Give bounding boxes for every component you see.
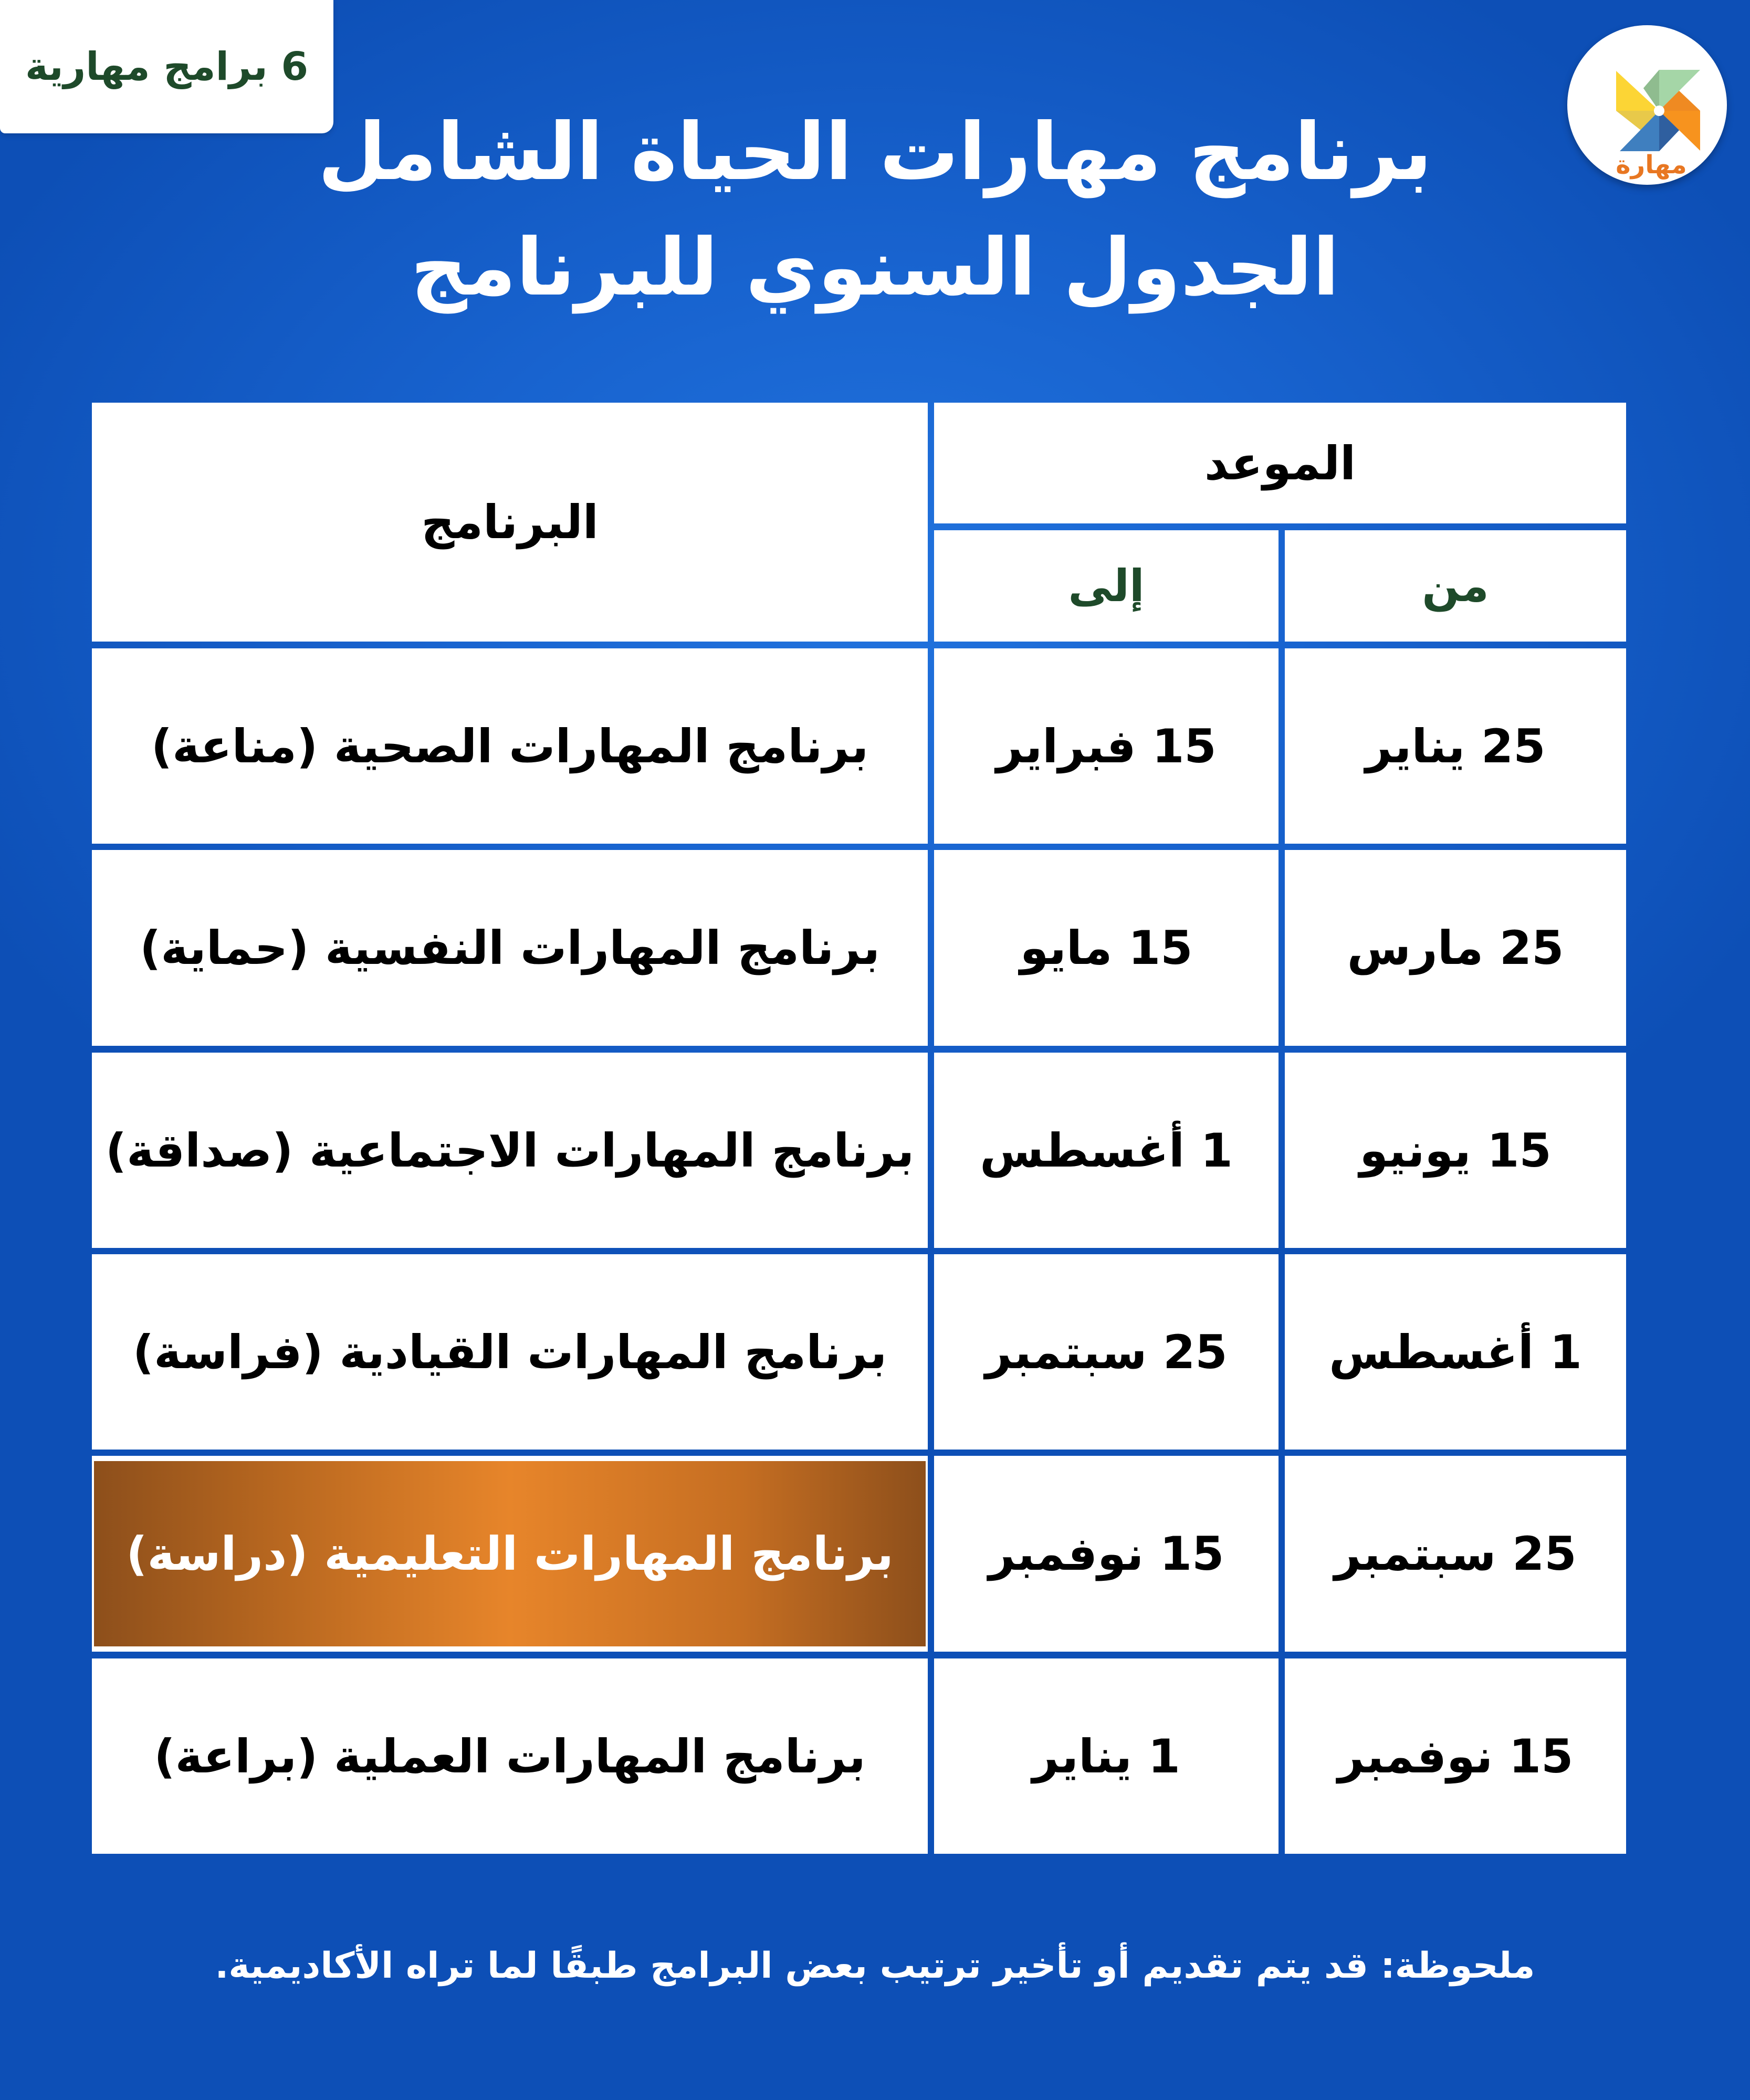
header-to: إلى (934, 530, 1279, 642)
table-row-6-to: 1 يناير (934, 1658, 1279, 1854)
table-row-5-program (92, 1456, 928, 1652)
table-row-4-from: 1 أغسطس (1285, 1254, 1626, 1450)
table-row-5-to: 15 نوفمبر (934, 1456, 1279, 1652)
page-subtitle: الجدول السنوي للبرنامج (410, 222, 1340, 313)
table-row-6-program: برنامج المهارات العملية (براعة) (92, 1658, 928, 1854)
table-row-3-from: 15 يونيو (1285, 1053, 1626, 1248)
table-row-4-to: 25 سبتمبر (934, 1254, 1279, 1450)
header-program: البرنامج (92, 403, 928, 642)
table-row-3-program: برنامج المهارات الاجتماعية (صداقة) (92, 1053, 928, 1248)
table-row-4-program: برنامج المهارات القيادية (فراسة) (92, 1254, 928, 1450)
header-date-group: الموعد (934, 403, 1626, 523)
table-row-2-program: برنامج المهارات النفسية (حماية) (92, 850, 928, 1046)
highlighted-program-cell: برنامج المهارات التعليمية (دراسة) (94, 1461, 926, 1646)
footer-note: ملحوظة: قد يتم تقديم أو تأخير ترتيب بعض البرامج طبقًا لما تراه الأكاديمية. (215, 1945, 1535, 1987)
table-row-6-from: 15 نوفمبر (1285, 1658, 1626, 1854)
table-row-1-program: برنامج المهارات الصحية (مناعة) (92, 648, 928, 844)
table-row-1-from: 25 يناير (1285, 648, 1626, 844)
table-row-3-to: 1 أغسطس (934, 1053, 1279, 1248)
header-from: من (1285, 530, 1626, 642)
table-row-2-to: 15 مايو (934, 850, 1279, 1046)
svg-text:مهارة: مهارة (1616, 150, 1687, 180)
table-row-1-to: 15 فبراير (934, 648, 1279, 844)
table-row-5-from: 25 سبتمبر (1285, 1456, 1626, 1652)
programs-count-label: 6 برامج مهارية (25, 44, 309, 89)
table-row-2-from: 25 مارس (1285, 850, 1626, 1046)
page-title: برنامج مهارات الحياة الشامل (318, 107, 1432, 198)
